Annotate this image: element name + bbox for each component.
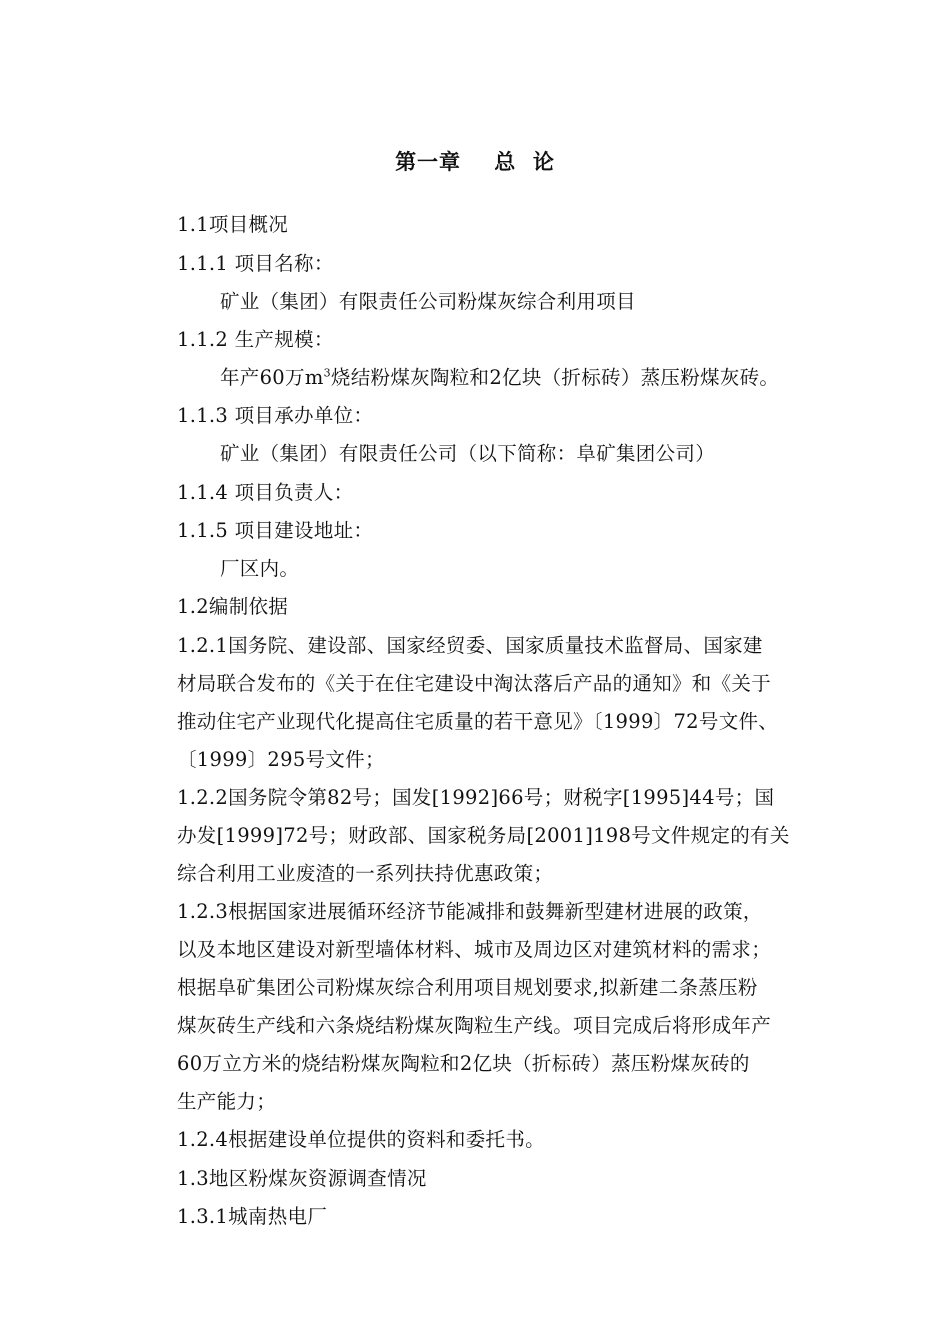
subsection-heading: 1.1.1 项目名称： xyxy=(177,252,334,275)
text-run: 烧结粉煤灰陶粒和2亿块（折标砖）蒸压粉煤灰砖。 xyxy=(330,366,780,389)
text-run: 年产60万m xyxy=(220,366,324,389)
body-line: 1.2.3根据国家进展循环经济节能减排和鼓舞新型建材进展的政策， xyxy=(177,900,763,923)
body-line: 根据阜矿集团公司粉煤灰综合利用项目规划要求,拟新建二条蒸压粉 xyxy=(177,976,758,999)
body-line: 材局联合发布的《关于在住宅建设中淘汰落后产品的通知》和《关于 xyxy=(177,672,772,695)
body-line: 60万立方米的烧结粉煤灰陶粒和2亿块（折标砖）蒸压粉煤灰砖的 xyxy=(177,1052,750,1075)
superscript: 3 xyxy=(323,366,331,380)
subsection-heading: 1.1.5 项目建设地址： xyxy=(177,519,374,542)
body-line: 1.2.1国务院、建设部、国家经贸委、国家质量技术监督局、国家建 xyxy=(177,634,763,657)
body-line xyxy=(220,365,779,391)
body-line: 矿业（集团）有限责任公司（以下简称：阜矿集团公司） xyxy=(220,442,716,465)
body-line: 厂区内。 xyxy=(220,557,300,580)
section-heading: 1.2编制依据 xyxy=(177,595,289,618)
subsection-heading: 1.1.2 生产规模： xyxy=(177,328,334,351)
section-heading: 1.1项目概况 xyxy=(177,213,289,236)
body-line: 1.2.4根据建设单位提供的资料和委托书。 xyxy=(177,1128,545,1151)
section-heading: 1.3地区粉煤灰资源调查情况 xyxy=(177,1167,427,1190)
body-line: 〔1999〕295号文件； xyxy=(177,748,385,771)
body-line: 推动住宅产业现代化提高住宅质量的若干意见》〔1999〕72号文件、 xyxy=(177,710,779,733)
subsection-heading: 1.1.4 项目负责人： xyxy=(177,481,354,504)
body-line: 煤灰砖生产线和六条烧结粉煤灰陶粒生产线。项目完成后将形成年产 xyxy=(177,1014,772,1037)
subsection-heading: 1.3.1城南热电厂 xyxy=(177,1205,328,1228)
body-line: 办发[1999]72号；财政部、国家税务局[2001]198号文件规定的有关 xyxy=(177,824,790,847)
body-line: 综合利用工业废渣的一系列扶持优惠政策； xyxy=(177,862,554,885)
body-line: 1.2.2国务院令第82号；国发[1992]66号；财税字[1995]44号；国 xyxy=(177,786,775,809)
body-line: 矿业（集团）有限责任公司粉煤灰综合利用项目 xyxy=(220,290,636,313)
subsection-heading: 1.1.3 项目承办单位： xyxy=(177,404,374,427)
chapter-title: 第一章 总 论 xyxy=(395,149,555,174)
body-line: 生产能力； xyxy=(177,1090,277,1113)
body-line: 以及本地区建设对新型墙体材料、城市及周边区对建筑材料的需求； xyxy=(177,938,772,961)
